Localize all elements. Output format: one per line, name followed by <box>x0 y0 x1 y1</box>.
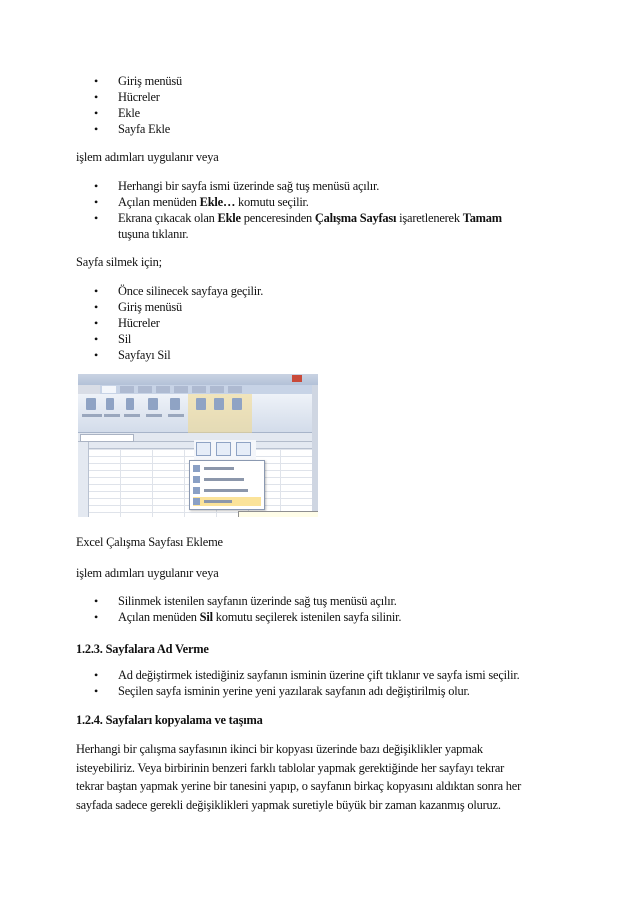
delete-icon <box>214 398 224 410</box>
scrollbar <box>312 385 318 517</box>
delete-steps-list <box>94 283 263 363</box>
list-item: • Sayfayı Sil <box>94 347 263 363</box>
format-icon <box>232 398 242 410</box>
menu-path-list <box>94 73 182 137</box>
insert-cells-icon <box>196 442 211 456</box>
list-item: • Sayfa Ekle <box>94 121 182 137</box>
delete-cells-icon <box>216 442 231 456</box>
title-bar <box>78 374 318 385</box>
window-controls <box>292 375 302 382</box>
section-heading: 1.2.3. Sayfalara Ad Verme <box>76 642 209 656</box>
insert-icon <box>196 398 206 410</box>
steps-list <box>94 178 502 242</box>
ribbon-label <box>146 414 162 417</box>
format-cells-icon <box>236 442 251 456</box>
list-item: • Giriş menüsü <box>94 73 182 89</box>
styles-icon <box>170 398 180 410</box>
ribbon-tab <box>210 386 224 393</box>
align-icon <box>126 398 134 410</box>
menu-item-insert-sheet <box>193 497 261 506</box>
text-line: tekrar baştan yapmak yerine bir tanesini yapıp, o sayfanın birkaç kopyasını aldıktan sonra her <box>76 779 522 794</box>
paragraph: Sayfa silmek için; <box>76 255 162 269</box>
ribbon-tab <box>138 386 152 393</box>
text-line: isteyebiliriz. Veya birbirinin benzeri farklı tablolar yapmak gerektiğinde her sayfayı tekrar <box>76 760 505 775</box>
rename-steps-list <box>94 667 520 699</box>
list-item: • Silinmek istenilen sayfanın üzerinde sağ tuş menüsü açılır. <box>94 593 401 609</box>
ribbon-tab <box>228 386 242 393</box>
tooltip <box>238 511 318 517</box>
ribbon-tab <box>120 386 134 393</box>
list-item: • Giriş menüsü <box>94 299 263 315</box>
list-item: • Herhangi bir sayfa ismi üzerinde sağ tuş menüsü açılır. <box>94 178 502 194</box>
list-item: • Sil <box>94 331 263 347</box>
cells-buttons <box>194 440 256 460</box>
list-item: • Önce silinecek sayfaya geçilir. <box>94 283 263 299</box>
row-header <box>78 442 89 517</box>
body-paragraph <box>76 740 566 814</box>
section-heading: 1.2.4. Sayfaları kopyalama ve taşıma <box>76 713 263 727</box>
ribbon-label <box>124 414 140 417</box>
excel-screenshot-image <box>78 374 318 517</box>
menu-item <box>193 486 261 495</box>
paragraph: işlem adımları uygulanır veya <box>76 150 219 164</box>
list-item: • Ekrana çıkacak olan Ekle penceresinden Çalışma Sayfası işaretlenerek Tamam tuşuna tıklanır. <box>94 210 502 242</box>
menu-item <box>193 475 261 484</box>
ribbon-tab <box>102 386 116 393</box>
ribbon-label <box>104 414 120 417</box>
list-item: • Seçilen sayfa isminin yerine yeni yazılarak sayfanın adı değiştirilmiş olur. <box>94 683 520 699</box>
text-line: sayfada sadece gerekli değişiklikleri yapmak suretiyle büyük bir zaman kazanmış oluruz. <box>76 797 501 812</box>
insert-dropdown-menu <box>189 460 265 510</box>
ribbon-tab <box>192 386 206 393</box>
ribbon-label <box>82 414 102 417</box>
ribbon-tab <box>156 386 170 393</box>
list-item: • Açılan menüden Ekle… komutu seçilir. <box>94 194 502 210</box>
paragraph: işlem adımları uygulanır veya <box>76 566 219 580</box>
menu-item <box>193 464 261 473</box>
list-item: • Hücreler <box>94 315 263 331</box>
paste-icon <box>86 398 96 410</box>
list-item: • Hücreler <box>94 89 182 105</box>
text-line: Herhangi bir çalışma sayfasının ikinci bir kopyası üzerinde bazı değişiklikler yapmak <box>76 742 483 756</box>
figure-caption: Excel Çalışma Sayfası Ekleme <box>76 535 223 549</box>
list-item: • Açılan menüden Sil komutu seçilerek istenilen sayfa silinir. <box>94 609 401 625</box>
name-box <box>80 434 134 442</box>
font-icon <box>106 398 114 410</box>
number-icon <box>148 398 158 410</box>
ribbon-label <box>168 414 184 417</box>
list-item: • Ekle <box>94 105 182 121</box>
list-item: • Ad değiştirmek istediğiniz sayfanın isminin üzerine çift tıklanır ve sayfa ismi seçilir. <box>94 667 520 683</box>
delete-menu-steps-list <box>94 593 401 625</box>
ribbon-tab <box>174 386 188 393</box>
